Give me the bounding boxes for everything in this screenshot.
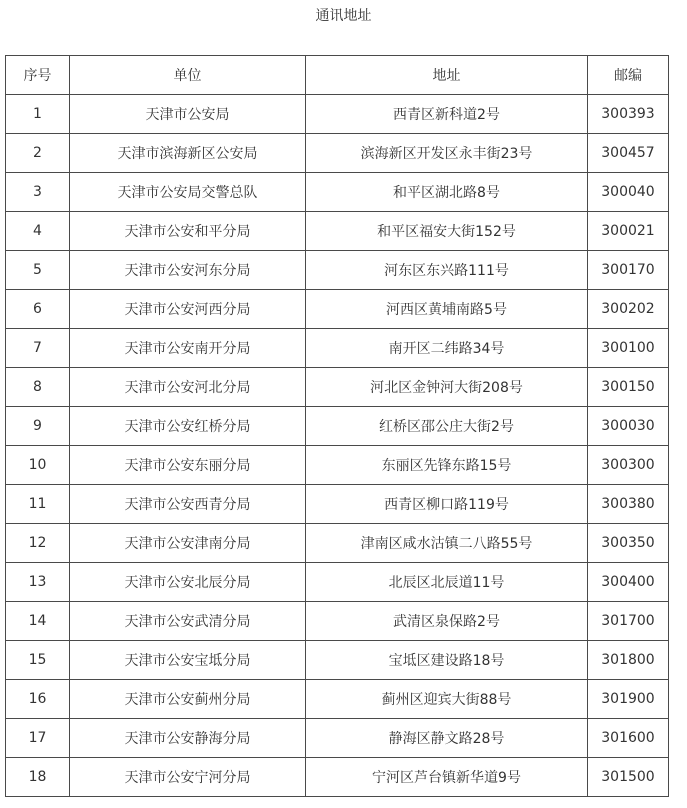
cell-postcode: 301600 (588, 719, 669, 758)
cell-index: 5 (6, 251, 70, 290)
cell-unit: 天津市公安宝坻分局 (70, 641, 306, 680)
cell-index: 18 (6, 758, 70, 797)
cell-address: 武清区泉保路2号 (306, 602, 588, 641)
cell-index: 7 (6, 329, 70, 368)
cell-postcode: 300040 (588, 173, 669, 212)
cell-index: 12 (6, 524, 70, 563)
cell-unit: 天津市公安局 (70, 95, 306, 134)
cell-postcode: 300393 (588, 95, 669, 134)
cell-index: 1 (6, 95, 70, 134)
cell-unit: 天津市公安西青分局 (70, 485, 306, 524)
cell-address: 东丽区先锋东路15号 (306, 446, 588, 485)
cell-postcode: 300021 (588, 212, 669, 251)
cell-address: 宁河区芦台镇新华道9号 (306, 758, 588, 797)
table-header-row (6, 56, 669, 95)
cell-address: 和平区湖北路8号 (306, 173, 588, 212)
cell-postcode: 300457 (588, 134, 669, 173)
cell-unit: 天津市公安静海分局 (70, 719, 306, 758)
cell-index: 8 (6, 368, 70, 407)
cell-address: 北辰区北辰道11号 (306, 563, 588, 602)
cell-index: 2 (6, 134, 70, 173)
cell-unit: 天津市公安河西分局 (70, 290, 306, 329)
cell-index: 15 (6, 641, 70, 680)
table-row (6, 134, 669, 173)
cell-index: 17 (6, 719, 70, 758)
cell-index: 9 (6, 407, 70, 446)
contact-table (5, 55, 669, 797)
header-address: 地址 (306, 56, 588, 95)
table-row (6, 524, 669, 563)
cell-unit: 天津市公安武清分局 (70, 602, 306, 641)
cell-index: 6 (6, 290, 70, 329)
cell-unit: 天津市公安局交警总队 (70, 173, 306, 212)
cell-address: 西青区柳口路119号 (306, 485, 588, 524)
cell-unit: 天津市公安红桥分局 (70, 407, 306, 446)
cell-address: 静海区静文路28号 (306, 719, 588, 758)
table-row (6, 563, 669, 602)
cell-postcode: 301900 (588, 680, 669, 719)
table-row (6, 329, 669, 368)
cell-index: 16 (6, 680, 70, 719)
cell-address: 蓟州区迎宾大街88号 (306, 680, 588, 719)
cell-unit: 天津市公安北辰分局 (70, 563, 306, 602)
table-row (6, 95, 669, 134)
cell-unit: 天津市公安南开分局 (70, 329, 306, 368)
table-row (6, 485, 669, 524)
header-index: 序号 (6, 56, 70, 95)
cell-address: 滨海新区开发区永丰街23号 (306, 134, 588, 173)
cell-address: 西青区新科道2号 (306, 95, 588, 134)
table-row (6, 719, 669, 758)
table-row (6, 368, 669, 407)
page-title: 通讯地址 (315, 8, 372, 24)
cell-postcode: 300380 (588, 485, 669, 524)
table-row (6, 680, 669, 719)
table-row (6, 602, 669, 641)
cell-address: 宝坻区建设路18号 (306, 641, 588, 680)
cell-postcode: 300300 (588, 446, 669, 485)
cell-address: 南开区二纬路34号 (306, 329, 588, 368)
cell-postcode: 300400 (588, 563, 669, 602)
cell-unit: 天津市公安东丽分局 (70, 446, 306, 485)
cell-index: 10 (6, 446, 70, 485)
table-row (6, 758, 669, 797)
cell-unit: 天津市公安津南分局 (70, 524, 306, 563)
cell-unit: 天津市公安和平分局 (70, 212, 306, 251)
table-row (6, 290, 669, 329)
cell-index: 3 (6, 173, 70, 212)
cell-postcode: 300030 (588, 407, 669, 446)
cell-address: 津南区咸水沽镇二八路55号 (306, 524, 588, 563)
cell-address: 河北区金钟河大街208号 (306, 368, 588, 407)
cell-address: 河西区黄埔南路5号 (306, 290, 588, 329)
cell-postcode: 300202 (588, 290, 669, 329)
cell-address: 红桥区邵公庄大街2号 (306, 407, 588, 446)
cell-unit: 天津市滨海新区公安局 (70, 134, 306, 173)
cell-postcode: 300100 (588, 329, 669, 368)
cell-index: 14 (6, 602, 70, 641)
cell-unit: 天津市公安河东分局 (70, 251, 306, 290)
cell-postcode: 301700 (588, 602, 669, 641)
cell-unit: 天津市公安河北分局 (70, 368, 306, 407)
cell-postcode: 300150 (588, 368, 669, 407)
cell-address: 和平区福安大街152号 (306, 212, 588, 251)
cell-postcode: 301800 (588, 641, 669, 680)
cell-index: 11 (6, 485, 70, 524)
header-unit: 单位 (70, 56, 306, 95)
table-row (6, 251, 669, 290)
cell-unit: 天津市公安蓟州分局 (70, 680, 306, 719)
cell-postcode: 300170 (588, 251, 669, 290)
table-row (6, 173, 669, 212)
header-postcode: 邮编 (588, 56, 669, 95)
table-row (6, 641, 669, 680)
table-row (6, 407, 669, 446)
cell-index: 4 (6, 212, 70, 251)
table-row (6, 446, 669, 485)
cell-address: 河东区东兴路111号 (306, 251, 588, 290)
table-body (6, 95, 669, 797)
table-row (6, 212, 669, 251)
cell-postcode: 300350 (588, 524, 669, 563)
cell-index: 13 (6, 563, 70, 602)
cell-postcode: 301500 (588, 758, 669, 797)
cell-unit: 天津市公安宁河分局 (70, 758, 306, 797)
